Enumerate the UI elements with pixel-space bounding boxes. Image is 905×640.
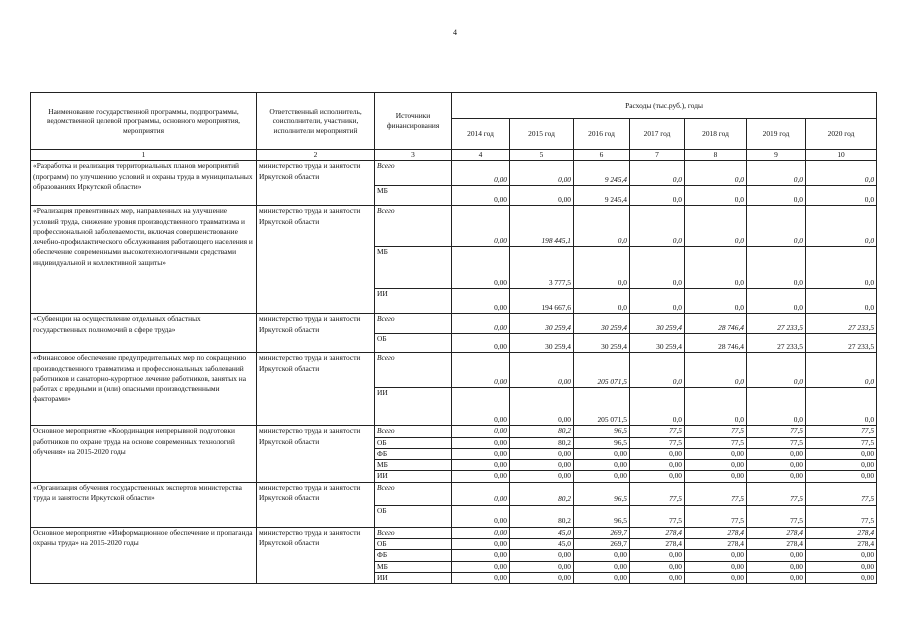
amount-cell: 0,0 [574,247,630,289]
amount-cell: 0,0 [685,388,747,426]
amount-cell: 80,2 [510,505,574,527]
amount-cell: 205 071,5 [574,388,630,426]
amount-cell: 0,00 [510,388,574,426]
funding-source: ОБ [375,334,452,353]
amount-cell: 0,0 [806,388,877,426]
header-year: 2014 год [452,119,510,150]
amount-cell: 3 777,5 [510,247,574,289]
amount-cell: 0,0 [747,161,806,186]
amount-cell: 278,4 [685,539,747,550]
amount-cell: 0,00 [452,460,510,471]
amount-cell: 77,5 [630,482,685,505]
amount-cell: 0,00 [510,161,574,186]
amount-cell: 0,0 [685,206,747,247]
table-row [31,426,877,437]
amount-cell: 0,00 [452,561,510,572]
executor: министерство труда и занятости Иркутской области [257,353,375,426]
header-source-column: Источники финансирования [375,93,452,150]
amount-cell: 77,5 [747,426,806,437]
header-executor-column: Ответственный исполнитель, соисполнители, участники, исполнители мероприятий [257,93,375,150]
amount-cell: 0,0 [630,247,685,289]
amount-cell: 0,00 [747,448,806,459]
page-number: 4 [453,28,457,37]
amount-cell: 0,00 [452,437,510,448]
amount-cell: 0,00 [510,572,574,583]
amount-cell: 0,00 [747,471,806,482]
amount-cell: 30 259,4 [574,334,630,353]
amount-cell: 278,4 [806,527,877,538]
amount-cell: 0,00 [747,561,806,572]
funding-source: Всего [375,482,452,505]
amount-cell: 0,0 [806,289,877,314]
amount-cell: 0,00 [452,482,510,505]
amount-cell: 0,00 [452,426,510,437]
amount-cell: 27 233,5 [806,334,877,353]
amount-cell: 0,00 [452,314,510,334]
amount-cell: 0,0 [806,206,877,247]
funding-source: Всего [375,206,452,247]
amount-cell: 28 746,4 [685,314,747,334]
funding-source: ОБ [375,505,452,527]
amount-cell: 30 259,4 [630,314,685,334]
amount-cell: 0,00 [806,550,877,561]
amount-cell: 27 233,5 [747,334,806,353]
amount-cell: 0,00 [452,289,510,314]
amount-cell: 0,00 [685,471,747,482]
amount-cell: 0,00 [510,471,574,482]
amount-cell: 0,00 [630,572,685,583]
amount-cell: 0,00 [452,505,510,527]
amount-cell: 0,0 [806,353,877,388]
amount-cell: 0,00 [574,561,630,572]
amount-cell: 0,00 [630,448,685,459]
amount-cell: 77,5 [806,505,877,527]
amount-cell: 0,00 [747,460,806,471]
amount-cell: 0,0 [685,186,747,206]
amount-cell: 205 071,5 [574,353,630,388]
amount-cell: 77,5 [685,482,747,505]
header-year: 2017 год [630,119,685,150]
funding-source: Всего [375,161,452,186]
amount-cell: 77,5 [685,437,747,448]
executor: министерство труда и занятости Иркутской области [257,206,375,314]
executor: министерство труда и занятости Иркутской области [257,161,375,206]
funding-source: ИИ [375,289,452,314]
amount-cell: 0,0 [747,206,806,247]
amount-cell: 0,00 [630,550,685,561]
amount-cell: 96,5 [574,505,630,527]
amount-cell: 0,0 [630,388,685,426]
funding-source: МБ [375,186,452,206]
amount-cell: 0,00 [510,448,574,459]
column-index: 4 [452,150,510,161]
amount-cell: 0,00 [806,561,877,572]
funding-source: Всего [375,314,452,334]
column-index: 6 [574,150,630,161]
amount-cell: 77,5 [747,505,806,527]
header-year: 2016 год [574,119,630,150]
amount-cell: 0,00 [452,539,510,550]
header-expenses: Расходы (тыс.руб.), годы [452,93,877,119]
amount-cell: 0,00 [685,550,747,561]
header-year: 2018 год [685,119,747,150]
amount-cell: 80,2 [510,437,574,448]
activity-name: «Субвенции на осуществление отдельных областных государственных полномочий в сфере труда» [31,314,257,353]
table-row [31,314,877,334]
amount-cell: 28 746,4 [685,334,747,353]
amount-cell: 0,00 [452,206,510,247]
column-index: 9 [747,150,806,161]
amount-cell: 80,2 [510,482,574,505]
amount-cell: 0,00 [574,572,630,583]
amount-cell: 0,00 [806,460,877,471]
amount-cell: 0,0 [685,289,747,314]
column-index: 3 [375,150,452,161]
amount-cell: 0,00 [452,550,510,561]
amount-cell: 0,00 [574,448,630,459]
amount-cell: 0,00 [685,460,747,471]
amount-cell: 0,00 [574,550,630,561]
amount-cell: 0,0 [685,247,747,289]
amount-cell: 0,00 [510,561,574,572]
amount-cell: 0,00 [510,460,574,471]
budget-table [30,92,877,584]
amount-cell: 0,00 [510,550,574,561]
amount-cell: 278,4 [630,539,685,550]
amount-cell: 0,00 [452,572,510,583]
amount-cell: 0,00 [452,527,510,538]
amount-cell: 30 259,4 [630,334,685,353]
funding-source: ИИ [375,471,452,482]
activity-name: «Разработка и реализация территориальных планов мероприятий (программ) по улучшению условий и охраны труда в муниципальных образованиях Иркутской области» [31,161,257,206]
amount-cell: 0,00 [452,388,510,426]
amount-cell: 96,5 [574,426,630,437]
amount-cell: 0,0 [574,206,630,247]
header-year: 2015 год [510,119,574,150]
amount-cell: 0,00 [806,448,877,459]
amount-cell: 0,0 [574,289,630,314]
amount-cell: 0,0 [630,186,685,206]
amount-cell: 77,5 [630,437,685,448]
header-year: 2020 год [806,119,877,150]
amount-cell: 77,5 [747,437,806,448]
executor: министерство труда и занятости Иркутской области [257,426,375,482]
amount-cell: 0,00 [574,460,630,471]
amount-cell: 0,00 [452,186,510,206]
funding-source: МБ [375,561,452,572]
amount-cell: 278,4 [747,527,806,538]
amount-cell: 0,00 [452,448,510,459]
amount-cell: 269,7 [574,539,630,550]
funding-source: МБ [375,247,452,289]
amount-cell: 198 445,1 [510,206,574,247]
funding-source: Всего [375,426,452,437]
amount-cell: 77,5 [806,426,877,437]
amount-cell: 0,00 [630,561,685,572]
amount-cell: 0,00 [452,247,510,289]
table-row [31,527,877,538]
amount-cell: 0,00 [452,161,510,186]
funding-source: ОБ [375,539,452,550]
funding-source: ФБ [375,550,452,561]
table-row [31,206,877,247]
amount-cell: 0,0 [747,289,806,314]
amount-cell: 9 245,4 [574,186,630,206]
executor: министерство труда и занятости Иркутской области [257,482,375,527]
amount-cell: 77,5 [685,426,747,437]
amount-cell: 96,5 [574,437,630,448]
amount-cell: 0,00 [806,471,877,482]
amount-cell: 0,0 [630,161,685,186]
amount-cell: 0,00 [630,460,685,471]
funding-source: ИИ [375,572,452,583]
amount-cell: 0,0 [630,206,685,247]
amount-cell: 0,00 [630,471,685,482]
table-body [31,161,877,584]
column-index: 10 [806,150,877,161]
amount-cell: 0,0 [747,186,806,206]
amount-cell: 194 667,6 [510,289,574,314]
column-index-row [31,150,877,161]
amount-cell: 278,4 [747,539,806,550]
amount-cell: 0,0 [630,353,685,388]
amount-cell: 278,4 [806,539,877,550]
column-index: 2 [257,150,375,161]
amount-cell: 0,0 [806,186,877,206]
column-index: 1 [31,150,257,161]
amount-cell: 30 259,4 [510,334,574,353]
amount-cell: 30 259,4 [510,314,574,334]
amount-cell: 0,0 [747,247,806,289]
column-index: 5 [510,150,574,161]
activity-name: «Организация обучения государственных экспертов министерства труда и занятости Иркутской области» [31,482,257,527]
funding-source: ФБ [375,448,452,459]
executor: министерство труда и занятости Иркутской области [257,527,375,583]
amount-cell: 0,0 [747,353,806,388]
executor: министерство труда и занятости Иркутской области [257,314,375,353]
amount-cell: 0,00 [510,186,574,206]
amount-cell: 0,00 [685,572,747,583]
amount-cell: 0,0 [806,161,877,186]
amount-cell: 0,00 [510,353,574,388]
amount-cell: 45,0 [510,527,574,538]
amount-cell: 0,00 [806,572,877,583]
funding-source: МБ [375,460,452,471]
amount-cell: 96,5 [574,482,630,505]
amount-cell: 0,0 [685,353,747,388]
funding-source: Всего [375,527,452,538]
amount-cell: 0,0 [685,161,747,186]
amount-cell: 77,5 [806,437,877,448]
amount-cell: 0,0 [747,388,806,426]
amount-cell: 0,00 [452,334,510,353]
column-index: 7 [630,150,685,161]
amount-cell: 0,00 [747,572,806,583]
table-row [31,353,877,388]
amount-cell: 0,00 [452,471,510,482]
amount-cell: 45,0 [510,539,574,550]
amount-cell: 27 233,5 [747,314,806,334]
table-row [31,161,877,186]
amount-cell: 77,5 [685,505,747,527]
amount-cell: 0,00 [747,550,806,561]
amount-cell: 278,4 [630,527,685,538]
activity-name: «Реализация превентивных мер, направленных на улучшение условий труда, снижение уровня производственного травматизма и профессиональной заболеваемости, включая совершенствование лечебно-профилактического обслуживания работающего населения и обеспечение современными высокотехнологичными средствами индивидуальной и коллективной защиты» [31,206,257,314]
amount-cell: 27 233,5 [806,314,877,334]
amount-cell: 77,5 [747,482,806,505]
funding-source: Всего [375,353,452,388]
column-index: 8 [685,150,747,161]
header-name-column: Наименование государственной программы, подпрограммы, ведомственной целевой программы, основного мероприятия, мероприятия [31,93,257,150]
amount-cell: 77,5 [630,426,685,437]
amount-cell: 0,0 [806,247,877,289]
amount-cell: 0,00 [685,448,747,459]
amount-cell: 278,4 [685,527,747,538]
activity-name: Основное мероприятие «Координация непрерывной подготовки работников по охране труда на основе современных технологий обучения» на 2015-2020 годы [31,426,257,482]
activity-name: «Финансовое обеспечение предупредительных мер по сокращению производственного травматизма и профессиональных заболеваний работников и санаторно-курортное лечение работников, занятых на работах с вредными и (или) опасными производственными факторами» [31,353,257,426]
amount-cell: 80,2 [510,426,574,437]
amount-cell: 30 259,4 [574,314,630,334]
table-row [31,482,877,505]
amount-cell: 269,7 [574,527,630,538]
amount-cell: 0,00 [574,471,630,482]
activity-name: Основное мероприятие «Информационное обеспечение и пропаганда охраны труда» на 2015-2020 годы [31,527,257,583]
amount-cell: 9 245,4 [574,161,630,186]
funding-source: ОБ [375,437,452,448]
amount-cell: 0,00 [452,353,510,388]
funding-source: ИИ [375,388,452,426]
amount-cell: 77,5 [806,482,877,505]
header-year: 2019 год [747,119,806,150]
amount-cell: 77,5 [630,505,685,527]
amount-cell: 0,00 [685,561,747,572]
amount-cell: 0,0 [630,289,685,314]
